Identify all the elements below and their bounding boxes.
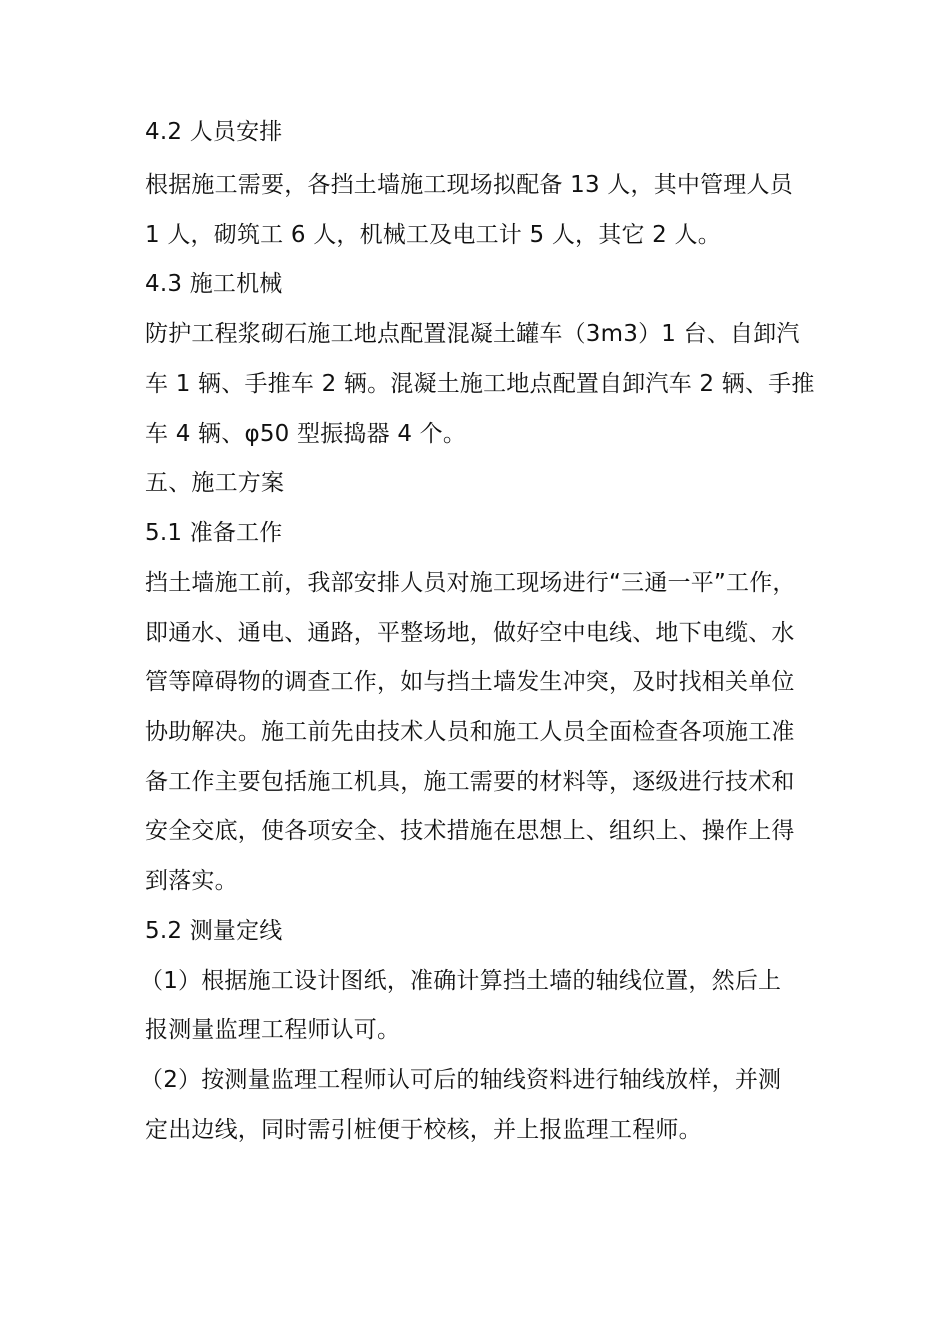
- list-item-2: （2）按测量监理工程师认可后的轴线资料进行轴线放样，并测: [140, 1067, 782, 1093]
- list-item-1: （1）根据施工设计图纸，准确计算挡土墙的轴线位置，然后上: [140, 968, 782, 994]
- paragraph-line: 备工作主要包括施工机具，施工需要的材料等，逐级进行技术和: [145, 769, 795, 795]
- paragraph-line: 即通水、通电、通路，平整场地，做好空中电线、地下电缆、水: [145, 620, 795, 646]
- paragraph-line: 安全交底，使各项安全、技术措施在思想上、组织上、操作上得: [145, 818, 795, 844]
- heading-4-3: 4.3 施工机械: [145, 271, 283, 297]
- heading-section-5: 五、施工方案: [145, 470, 285, 496]
- heading-4-2: 4.2 人员安排: [145, 119, 283, 145]
- paragraph-line: 车 4 辆、φ50 型振捣器 4 个。: [145, 421, 467, 447]
- paragraph-line: 1 人，砌筑工 6 人，机械工及电工计 5 人，其它 2 人。: [145, 222, 721, 248]
- paragraph-line: 管等障碍物的调查工作，如与挡土墙发生冲突，及时找相关单位: [145, 669, 795, 695]
- heading-5-2: 5.2 测量定线: [145, 918, 283, 944]
- paragraph-line: 防护工程浆砌石施工地点配置混凝土罐车（3m3）1 台、自卸汽: [145, 321, 800, 347]
- paragraph-line: 根据施工需要，各挡土墙施工现场拟配备 13 人，其中管理人员: [145, 172, 793, 198]
- heading-5-1: 5.1 准备工作: [145, 520, 283, 546]
- paragraph-line: 报测量监理工程师认可。: [145, 1017, 401, 1043]
- paragraph-line: 到落实。: [145, 868, 238, 894]
- paragraph-line: 定出边线，同时需引桩便于校核，并上报监理工程师。: [145, 1117, 702, 1143]
- paragraph-line: 协助解决。施工前先由技术人员和施工人员全面检查各项施工准: [145, 719, 795, 745]
- paragraph-line: 车 1 辆、手推车 2 辆。混凝土施工地点配置自卸汽车 2 辆、手推: [145, 371, 815, 397]
- paragraph-line: 挡土墙施工前，我部安排人员对施工现场进行“三通一平”工作，: [145, 570, 796, 596]
